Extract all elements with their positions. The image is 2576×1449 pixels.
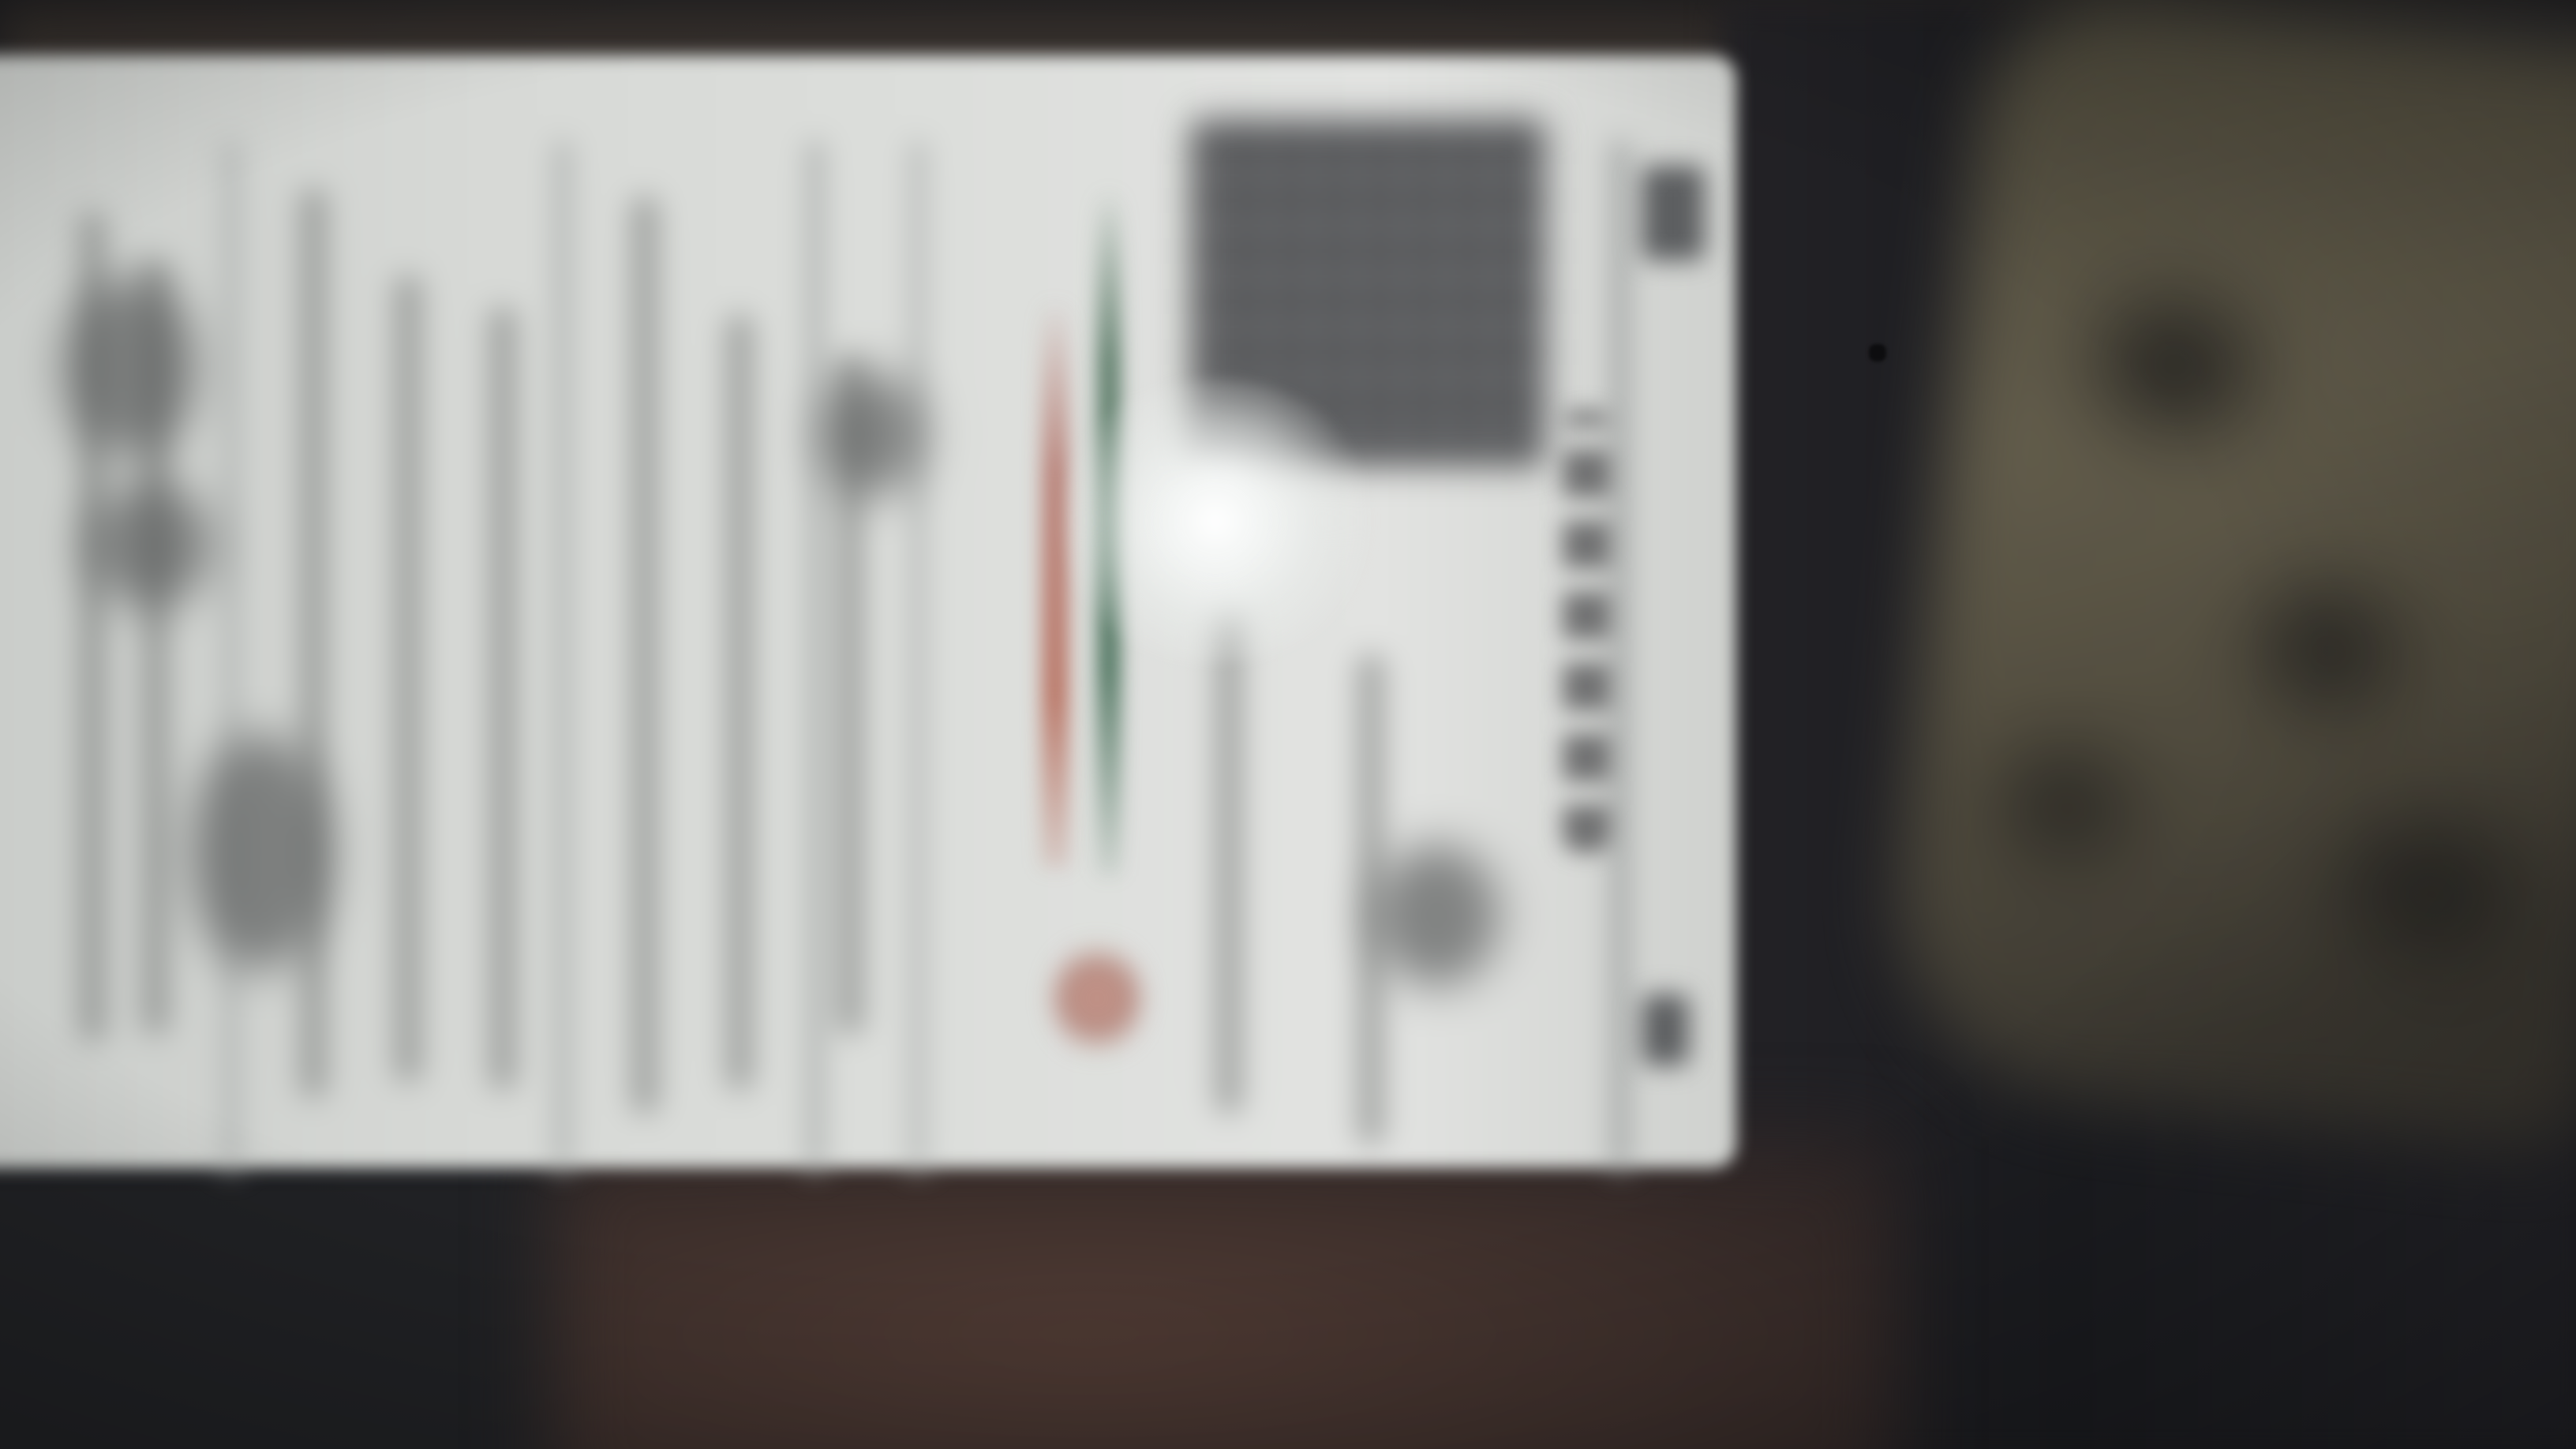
blurred-text-blotch — [1373, 844, 1500, 987]
dust-speck — [1869, 344, 1886, 361]
fabric-pattern-spot — [2090, 295, 2260, 437]
fabric-pattern-spot — [2251, 582, 2405, 714]
blurred-vertical-number — [1563, 410, 1610, 852]
blurred-text-line — [300, 189, 327, 1097]
card-column-divider — [908, 142, 928, 1168]
flash-glare — [1050, 379, 1381, 663]
card-edge-mark — [1642, 166, 1705, 260]
card-edge-mark — [1642, 994, 1689, 1065]
card-column-divider — [1610, 142, 1631, 1168]
card-column-divider — [221, 142, 242, 1168]
blurred-text-line — [1215, 608, 1242, 1113]
blurred-text-blotch — [821, 371, 923, 497]
blurred-text-line — [489, 308, 516, 1089]
card-column-divider — [805, 142, 826, 1168]
blurred-text-blotch — [189, 734, 331, 971]
fabric-object — [1878, 0, 2576, 1155]
blurred-text-blotch — [87, 481, 213, 608]
fabric-pattern-spot — [1998, 745, 2134, 860]
blurred-text-blotch — [63, 276, 197, 458]
blurred-text-line — [726, 316, 753, 1089]
blurred-text-line — [395, 276, 421, 1081]
emblem-icon — [1050, 939, 1144, 1058]
card-column-divider — [552, 142, 573, 1168]
background-bottom-hand — [552, 1136, 1894, 1449]
fabric-pattern-spot — [2336, 813, 2523, 964]
blurred-text-line — [631, 197, 658, 1113]
flag-stripe-orange — [1042, 300, 1069, 868]
